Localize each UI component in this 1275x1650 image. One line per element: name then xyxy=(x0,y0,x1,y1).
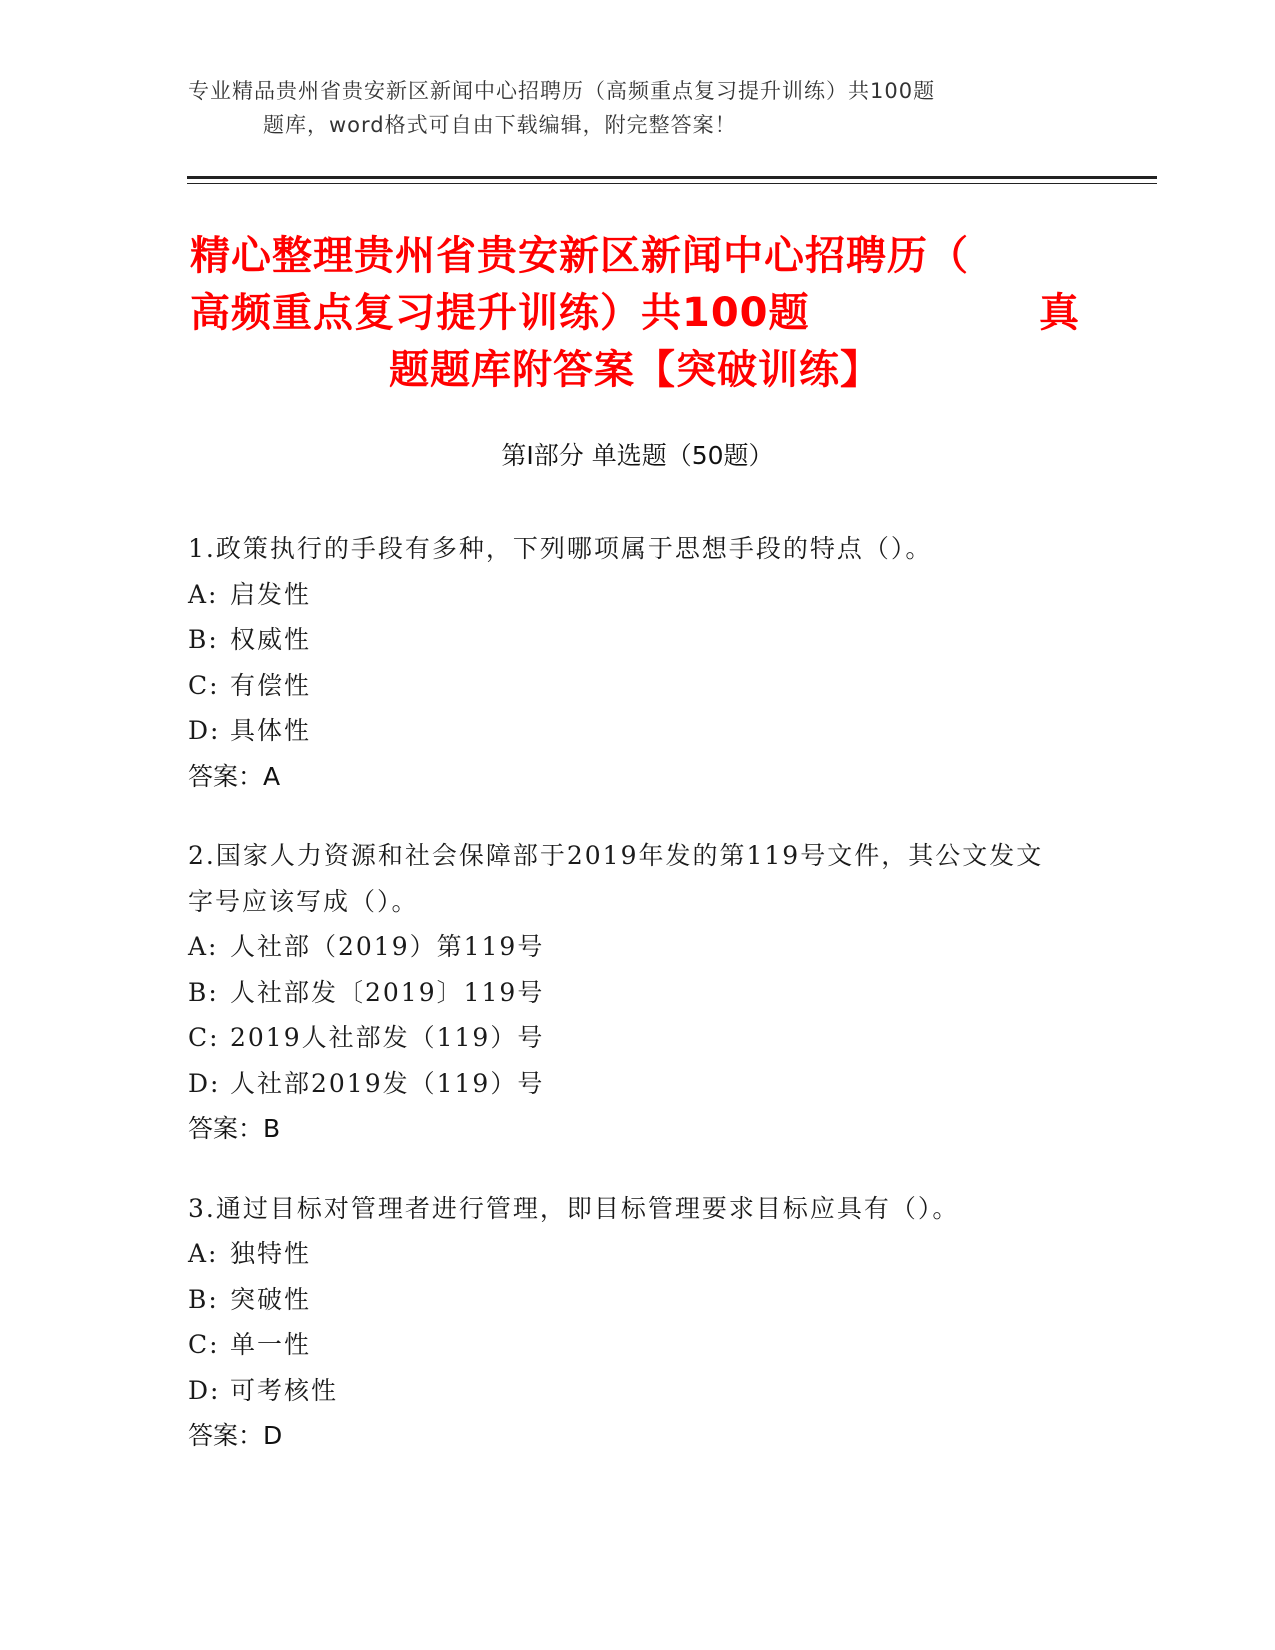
option-d xyxy=(188,708,1068,754)
option-key: D: xyxy=(188,716,221,745)
option-key: B: xyxy=(188,625,219,654)
option-key: A: xyxy=(188,1239,219,1268)
option-key: D: xyxy=(188,1375,221,1405)
option-text: 单一性 xyxy=(230,1330,312,1359)
question-list xyxy=(188,526,1068,1493)
title-line-3: 题题库附答案【突破训练】 xyxy=(389,347,881,393)
option-key: A: xyxy=(188,579,219,609)
option-text: 人社部2019发（119）号 xyxy=(230,1068,545,1098)
section-title: 第Ⅰ部分 单选题（50题） xyxy=(501,441,774,470)
question-stem: 3.通过目标对管理者进行管理，即目标管理要求目标应具有（）。 xyxy=(188,1193,960,1223)
option-text: 有偿性 xyxy=(230,670,312,700)
option-d xyxy=(188,1368,1068,1414)
option-key: C: xyxy=(188,1023,220,1052)
question-stem: 1.政策执行的手段有多种，下列哪项属于思想手段的特点（）。 xyxy=(188,534,933,563)
document-header-note xyxy=(188,74,1088,142)
answer-line: 答案：A xyxy=(188,761,281,791)
option-text: 启发性 xyxy=(230,579,312,609)
document-title xyxy=(190,228,1080,399)
option-c xyxy=(188,1322,1068,1368)
answer-line: 答案：B xyxy=(188,1114,281,1143)
option-key: C: xyxy=(188,670,220,700)
option-text: 具体性 xyxy=(230,716,312,745)
header-divider-thick xyxy=(187,176,1157,179)
option-key: C: xyxy=(188,1330,220,1359)
option-text: 可考核性 xyxy=(230,1375,339,1405)
question-stem: 2.国家人力资源和社会保障部于2019年发的第119号文件，其公文发文字号应该写成（）。 xyxy=(188,841,1044,916)
title-line-2-main: 高频重点复习提升训练）共100题 xyxy=(190,290,810,336)
option-text: 人社部（2019）第119号 xyxy=(230,932,545,961)
header-line-2: 题库，word格式可自由下载编辑，附完整答案！ xyxy=(263,113,737,137)
title-line-1: 精心整理贵州省贵安新区新闻中心招聘历（ xyxy=(190,233,969,279)
question-3 xyxy=(188,1186,1068,1459)
answer-line: 答案：D xyxy=(188,1421,283,1450)
option-b xyxy=(188,617,1068,663)
option-text: 独特性 xyxy=(230,1239,312,1268)
option-key: A: xyxy=(188,932,219,961)
option-key: D: xyxy=(188,1068,221,1098)
option-key: B: xyxy=(188,1284,219,1314)
option-d xyxy=(188,1061,1068,1107)
option-key: B: xyxy=(188,977,219,1007)
option-c xyxy=(188,1015,1068,1061)
option-a xyxy=(188,572,1068,618)
header-divider-thin xyxy=(187,183,1157,184)
option-a xyxy=(188,924,1068,970)
question-2 xyxy=(188,833,1068,1152)
option-c xyxy=(188,663,1068,709)
option-b xyxy=(188,970,1068,1016)
option-b xyxy=(188,1277,1068,1323)
option-text: 突破性 xyxy=(230,1284,312,1314)
question-1 xyxy=(188,526,1068,799)
option-a xyxy=(188,1231,1068,1277)
title-line-2 xyxy=(190,285,1080,342)
option-text: 权威性 xyxy=(230,625,312,654)
title-line-2-end: 真 xyxy=(1039,290,1080,336)
option-text: 2019人社部发（119）号 xyxy=(230,1023,545,1052)
header-line-1: 专业精品贵州省贵安新区新闻中心招聘历（高频重点复习提升训练）共100题 xyxy=(188,79,936,103)
option-text: 人社部发〔2019〕119号 xyxy=(230,977,545,1007)
